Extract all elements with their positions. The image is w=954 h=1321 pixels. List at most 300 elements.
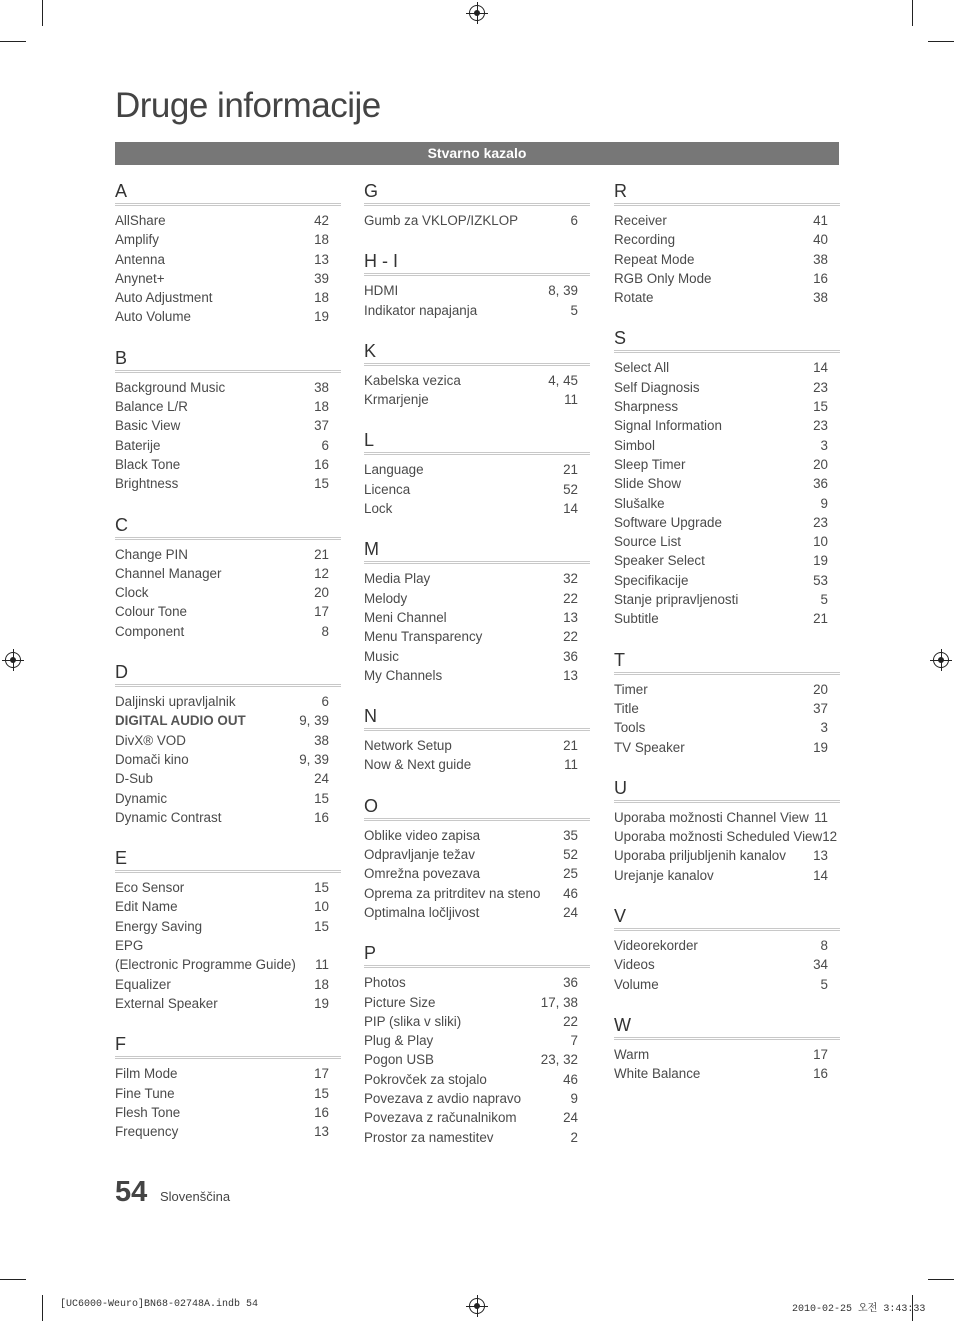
entry-page: 6 [321, 437, 329, 453]
entry-term: Oprema za pritrditev na steno [364, 885, 541, 901]
section-letter: G [364, 180, 590, 206]
entry-term: Language [364, 462, 424, 478]
entry-term: Daljinski upravljalnik [115, 694, 236, 710]
entry-term: Prostor za namestitev [364, 1129, 494, 1145]
entry-page: 14 [813, 867, 828, 883]
index-entry [115, 1084, 341, 1103]
entry-term: External Speaker [115, 995, 218, 1011]
index-section [364, 795, 590, 922]
index-entry [614, 455, 840, 474]
index-entry [614, 211, 840, 230]
index-section [115, 847, 341, 1013]
entry-page: 16 [813, 270, 828, 286]
entry-page: 38 [314, 379, 329, 395]
index-entry [364, 627, 590, 646]
section-letter: B [115, 347, 341, 373]
index-section [364, 538, 590, 685]
entry-term: My Channels [364, 667, 443, 683]
crop-mark [42, 1295, 43, 1321]
footer-language: Slovenščina [160, 1189, 231, 1204]
entry-page: 36 [813, 476, 828, 492]
index-entry [115, 436, 341, 455]
entry-page: 11 [564, 392, 578, 408]
index-entry [115, 750, 341, 769]
entry-term: Sleep Timer [614, 456, 686, 472]
entry-term: Fine Tune [115, 1085, 175, 1101]
entry-page: 16 [314, 809, 329, 825]
entry-term: DivX® VOD [115, 732, 186, 748]
index-section [364, 429, 590, 518]
index-entry [115, 397, 341, 416]
index-entry [614, 250, 840, 269]
index-section [115, 180, 341, 327]
entry-page: 15 [314, 918, 329, 934]
entry-page: 9, 39 [299, 751, 329, 767]
entry-page: 21 [314, 546, 329, 562]
entry-term: Domači kino [115, 751, 189, 767]
entry-term: Uporaba možnosti Channel View [614, 809, 809, 825]
entry-term: Odpravljanje težav [364, 847, 475, 863]
entry-page: 14 [813, 360, 828, 376]
entry-term: Self Diagnosis [614, 379, 700, 395]
entry-term: PIP (slika v sliki) [364, 1013, 462, 1029]
entry-page: 22 [563, 590, 578, 606]
entry-page: 15 [314, 880, 329, 896]
entry-page: 15 [813, 399, 828, 415]
entry-page: 34 [813, 957, 828, 973]
entry-page: 16 [813, 1066, 828, 1082]
index-section [614, 777, 840, 885]
index-entry [614, 551, 840, 570]
entry-page: 18 [314, 976, 329, 992]
entry-term: Auto Volume [115, 309, 191, 325]
entry-page: 21 [563, 738, 578, 754]
entry-term: Licenca [364, 481, 411, 497]
section-letter: D [115, 661, 341, 687]
index-entry [614, 975, 840, 994]
entry-term: Auto Adjustment [115, 290, 213, 306]
entry-page: 11 [564, 757, 578, 773]
entry-term: Colour Tone [115, 604, 187, 620]
index-entry [614, 358, 840, 377]
index-entry [364, 301, 590, 320]
index-entry [614, 378, 840, 397]
entry-term: Software Upgrade [614, 514, 722, 530]
entry-term: Network Setup [364, 738, 452, 754]
entry-page: 3 [820, 720, 828, 736]
index-entry [364, 755, 590, 774]
entry-term: Rotate [614, 290, 654, 306]
section-letter: W [614, 1014, 840, 1040]
entry-page: 5 [820, 592, 828, 608]
crop-mark [42, 0, 43, 26]
crop-mark [928, 41, 954, 42]
entry-page: 21 [563, 462, 578, 478]
index-entry [115, 545, 341, 564]
index-entry [364, 845, 590, 864]
page-number: 54 [115, 1176, 148, 1208]
entry-page: 20 [813, 456, 828, 472]
entry-page: 14 [563, 501, 578, 517]
entry-term: Kabelska vezica [364, 372, 461, 388]
index-entry [364, 499, 590, 518]
index-entry [115, 917, 341, 936]
index-entry [364, 371, 590, 390]
index-entry [364, 1050, 590, 1069]
index-entry [614, 230, 840, 249]
entry-term: Amplify [115, 232, 159, 248]
index-section [614, 649, 840, 757]
index-entry [614, 955, 840, 974]
index-entry [614, 474, 840, 493]
section-letter: N [364, 705, 590, 731]
entry-term: Anynet+ [115, 270, 165, 286]
entry-page: 5 [570, 302, 578, 318]
section-letter: L [364, 429, 590, 455]
section-letter: R [614, 180, 840, 206]
index-entry [364, 1070, 590, 1089]
index-entry [115, 474, 341, 493]
entry-term: (Electronic Programme Guide) [115, 957, 296, 973]
index-entry [614, 513, 840, 532]
entry-term: Videos [614, 957, 655, 973]
index-entry [115, 211, 341, 230]
entry-page: 39 [314, 270, 329, 286]
entry-page: 12 [314, 565, 329, 581]
entry-term: Black Tone [115, 456, 181, 472]
entry-term: D-Sub [115, 771, 153, 787]
index-entry [364, 736, 590, 755]
entry-page: 19 [813, 553, 828, 569]
index-entry [614, 936, 840, 955]
section-letter: E [115, 847, 341, 873]
entry-page: 38 [813, 290, 828, 306]
index-entry [115, 975, 341, 994]
entry-term: DIGITAL AUDIO OUT [115, 713, 246, 729]
entry-page: 40 [813, 232, 828, 248]
section-letter: M [364, 538, 590, 564]
entry-term: Volume [614, 976, 659, 992]
entry-page: 17, 38 [540, 994, 578, 1010]
entry-page: 16 [314, 1104, 329, 1120]
print-slug-date: 2010-02-25 오전 3:43:33 [792, 1304, 926, 1315]
index-entry [115, 1122, 341, 1141]
entry-term: Slušalke [614, 495, 665, 511]
entry-term: Repeat Mode [614, 251, 695, 267]
entry-page: 18 [314, 290, 329, 306]
entry-term: Lock [364, 501, 393, 517]
section-letter: S [614, 327, 840, 353]
entry-page: 23 [813, 379, 828, 395]
entry-term: Source List [614, 534, 681, 550]
entry-term: White Balance [614, 1066, 701, 1082]
index-entry [115, 288, 341, 307]
index-entry [115, 936, 341, 955]
entry-term: Antenna [115, 251, 165, 267]
index-entry [614, 590, 840, 609]
index-entry [614, 866, 840, 885]
index-entry [115, 564, 341, 583]
index-entry [364, 1128, 590, 1147]
entry-term: Meni Channel [364, 609, 447, 625]
entry-term: Edit Name [115, 899, 178, 915]
index-entry [115, 378, 341, 397]
entry-term: Brightness [115, 476, 179, 492]
index-entry [115, 789, 341, 808]
entry-page: 46 [563, 885, 578, 901]
index-column-2 [364, 180, 590, 1167]
registration-mark-icon [5, 652, 21, 668]
entry-term: Change PIN [115, 546, 188, 562]
entry-page: 18 [314, 232, 329, 248]
index-entry [364, 1031, 590, 1050]
entry-term: TV Speaker [614, 739, 685, 755]
entry-page: 18 [314, 399, 329, 415]
index-entry [614, 738, 840, 757]
index-section [614, 327, 840, 628]
index-entry [115, 897, 341, 916]
entry-page: 15 [314, 790, 329, 806]
index-entry [115, 994, 341, 1013]
entry-page: 5 [820, 976, 828, 992]
section-letter: V [614, 905, 840, 931]
index-entry [115, 955, 341, 974]
index-section [115, 661, 341, 827]
index-entry [115, 416, 341, 435]
section-letter: C [115, 514, 341, 540]
index-banner: Stvarno kazalo [115, 142, 839, 165]
entry-term: Pogon USB [364, 1052, 434, 1068]
index-section [115, 1033, 341, 1141]
index-entry [614, 416, 840, 435]
index-entry [614, 571, 840, 590]
crop-mark [912, 0, 913, 26]
entry-page: 6 [570, 213, 578, 228]
index-entry [364, 884, 590, 903]
entry-page: 6 [321, 694, 329, 710]
index-section [364, 250, 590, 320]
section-letter: U [614, 777, 840, 803]
index-entry [614, 436, 840, 455]
entry-term: Background Music [115, 379, 226, 395]
section-letter: A [115, 180, 341, 206]
index-section [614, 905, 840, 994]
index-entry [364, 1089, 590, 1108]
index-entry [115, 307, 341, 326]
index-entry [614, 532, 840, 551]
entry-term: Balance L/R [115, 399, 188, 415]
entry-term: Pokrovček za stojalo [364, 1071, 487, 1087]
entry-page: 8 [820, 938, 828, 954]
entry-term: Uporaba priljubljenih kanalov [614, 848, 786, 864]
index-entry [115, 622, 341, 641]
entry-page: 19 [314, 309, 329, 325]
entry-term: Picture Size [364, 994, 436, 1010]
section-letter: O [364, 795, 590, 821]
index-section [115, 347, 341, 494]
section-letter: P [364, 942, 590, 968]
entry-page: 19 [314, 995, 329, 1011]
index-entry [364, 864, 590, 883]
entry-page: 22 [563, 1013, 578, 1029]
entry-term: Select All [614, 360, 670, 376]
entry-term: Plug & Play [364, 1033, 434, 1049]
crop-mark [928, 1279, 954, 1280]
entry-page: 23 [813, 514, 828, 530]
entry-term: Channel Manager [115, 565, 222, 581]
entry-page: 13 [314, 251, 329, 267]
index-entry [115, 1103, 341, 1122]
entry-page: 10 [813, 534, 828, 550]
section-letter: T [614, 649, 840, 675]
entry-page: 46 [563, 1071, 578, 1087]
index-entry [364, 1108, 590, 1127]
entry-term: Dynamic [115, 790, 168, 806]
entry-term: Signal Information [614, 418, 722, 434]
entry-term: Warm [614, 1046, 650, 1062]
index-entry [115, 731, 341, 750]
index-entry [364, 211, 590, 230]
index-entry [614, 680, 840, 699]
entry-term: Eco Sensor [115, 880, 185, 896]
entry-page: 17 [314, 1066, 329, 1082]
index-entry [364, 589, 590, 608]
entry-page: 53 [813, 572, 828, 588]
index-entry [614, 846, 840, 865]
entry-term: Gumb za VKLOP/IZKLOP [364, 213, 519, 228]
entry-page: 11 [315, 957, 329, 973]
index-entry [115, 250, 341, 269]
entry-page: 36 [563, 975, 578, 991]
entry-term: Energy Saving [115, 918, 203, 934]
index-section [115, 514, 341, 641]
entry-term: Film Mode [115, 1066, 178, 1082]
entry-term: Photos [364, 975, 406, 991]
index-entry [115, 583, 341, 602]
index-entry [364, 666, 590, 685]
entry-term: Uporaba možnosti Scheduled View [614, 829, 823, 845]
index-entry [614, 718, 840, 737]
entry-page: 17 [813, 1046, 828, 1062]
entry-term: Slide Show [614, 476, 681, 492]
entry-term: HDMI [364, 283, 399, 299]
entry-term: Indikator napajanja [364, 302, 478, 318]
registration-mark-icon [933, 652, 949, 668]
crop-mark [0, 1279, 26, 1280]
index-entry [364, 826, 590, 845]
index-entry [115, 692, 341, 711]
index-entry [115, 711, 341, 730]
index-entry [364, 608, 590, 627]
entry-page: 8, 39 [548, 283, 578, 299]
entry-page: 13 [563, 609, 578, 625]
entry-page: 23 [813, 418, 828, 434]
entry-term: Specifikacije [614, 572, 689, 588]
entry-page: 13 [813, 848, 828, 864]
index-entry [115, 1064, 341, 1083]
entry-page: 24 [563, 1110, 578, 1126]
index-entry [115, 455, 341, 474]
index-entry [364, 973, 590, 992]
index-entry [115, 602, 341, 621]
entry-term: Baterije [115, 437, 161, 453]
entry-term: Melody [364, 590, 408, 606]
index-entry [364, 647, 590, 666]
print-slug-file: [UC6000-Weuro]BN68-02748A.indb 54 [60, 1299, 259, 1310]
registration-mark-icon [469, 1298, 485, 1314]
entry-page: 7 [570, 1033, 578, 1049]
entry-page: 15 [314, 1085, 329, 1101]
entry-page: 15 [314, 476, 329, 492]
index-entry [614, 609, 840, 628]
entry-term: Equalizer [115, 976, 171, 992]
index-entry [614, 288, 840, 307]
index-entry [115, 808, 341, 827]
entry-term: Frequency [115, 1124, 179, 1140]
entry-term: Optimalna ločljivost [364, 904, 480, 920]
index-column-1 [115, 180, 341, 1161]
entry-page: 3 [820, 437, 828, 453]
entry-term: Krmarjenje [364, 392, 429, 408]
index-entry [614, 1045, 840, 1064]
entry-page: 11 [814, 809, 828, 825]
registration-mark-icon [469, 5, 485, 21]
entry-page: 4, 45 [548, 372, 578, 388]
entry-term: Sharpness [614, 399, 679, 415]
entry-term: Music [364, 648, 399, 664]
index-entry [614, 808, 840, 827]
index-section [364, 340, 590, 410]
entry-term: Component [115, 623, 185, 639]
entry-page: 13 [314, 1124, 329, 1140]
index-section [614, 1014, 840, 1084]
index-section [614, 180, 840, 307]
section-letter: K [364, 340, 590, 366]
index-section [364, 705, 590, 775]
entry-term: Title [614, 700, 639, 716]
entry-page: 37 [813, 700, 828, 716]
entry-term: Recording [614, 232, 676, 248]
index-column-3 [614, 180, 840, 1104]
entry-term: Basic View [115, 418, 181, 434]
entry-page: 52 [563, 481, 578, 497]
entry-page: 9 [570, 1091, 578, 1107]
index-entry [614, 699, 840, 718]
entry-page: 38 [314, 732, 329, 748]
entry-term: Stanje pripravljenosti [614, 592, 739, 608]
entry-term: Menu Transparency [364, 629, 483, 645]
entry-term: RGB Only Mode [614, 270, 712, 286]
entry-term: Oblike video zapisa [364, 827, 481, 843]
crop-mark [0, 41, 26, 42]
entry-term: Speaker Select [614, 553, 705, 569]
entry-page: 38 [813, 251, 828, 267]
index-entry [364, 1012, 590, 1031]
index-entry [614, 494, 840, 513]
entry-page: 2 [570, 1129, 578, 1145]
entry-term: Flesh Tone [115, 1104, 181, 1120]
page-title: Druge informacije [115, 86, 381, 125]
entry-term: Now & Next guide [364, 757, 472, 773]
entry-page: 24 [314, 771, 329, 787]
index-entry [115, 269, 341, 288]
entry-page: 42 [314, 213, 329, 228]
entry-page: 32 [563, 571, 578, 587]
entry-term: Urejanje kanalov [614, 867, 714, 883]
index-section [364, 180, 590, 230]
entry-page: 20 [314, 585, 329, 601]
index-entry [115, 230, 341, 249]
